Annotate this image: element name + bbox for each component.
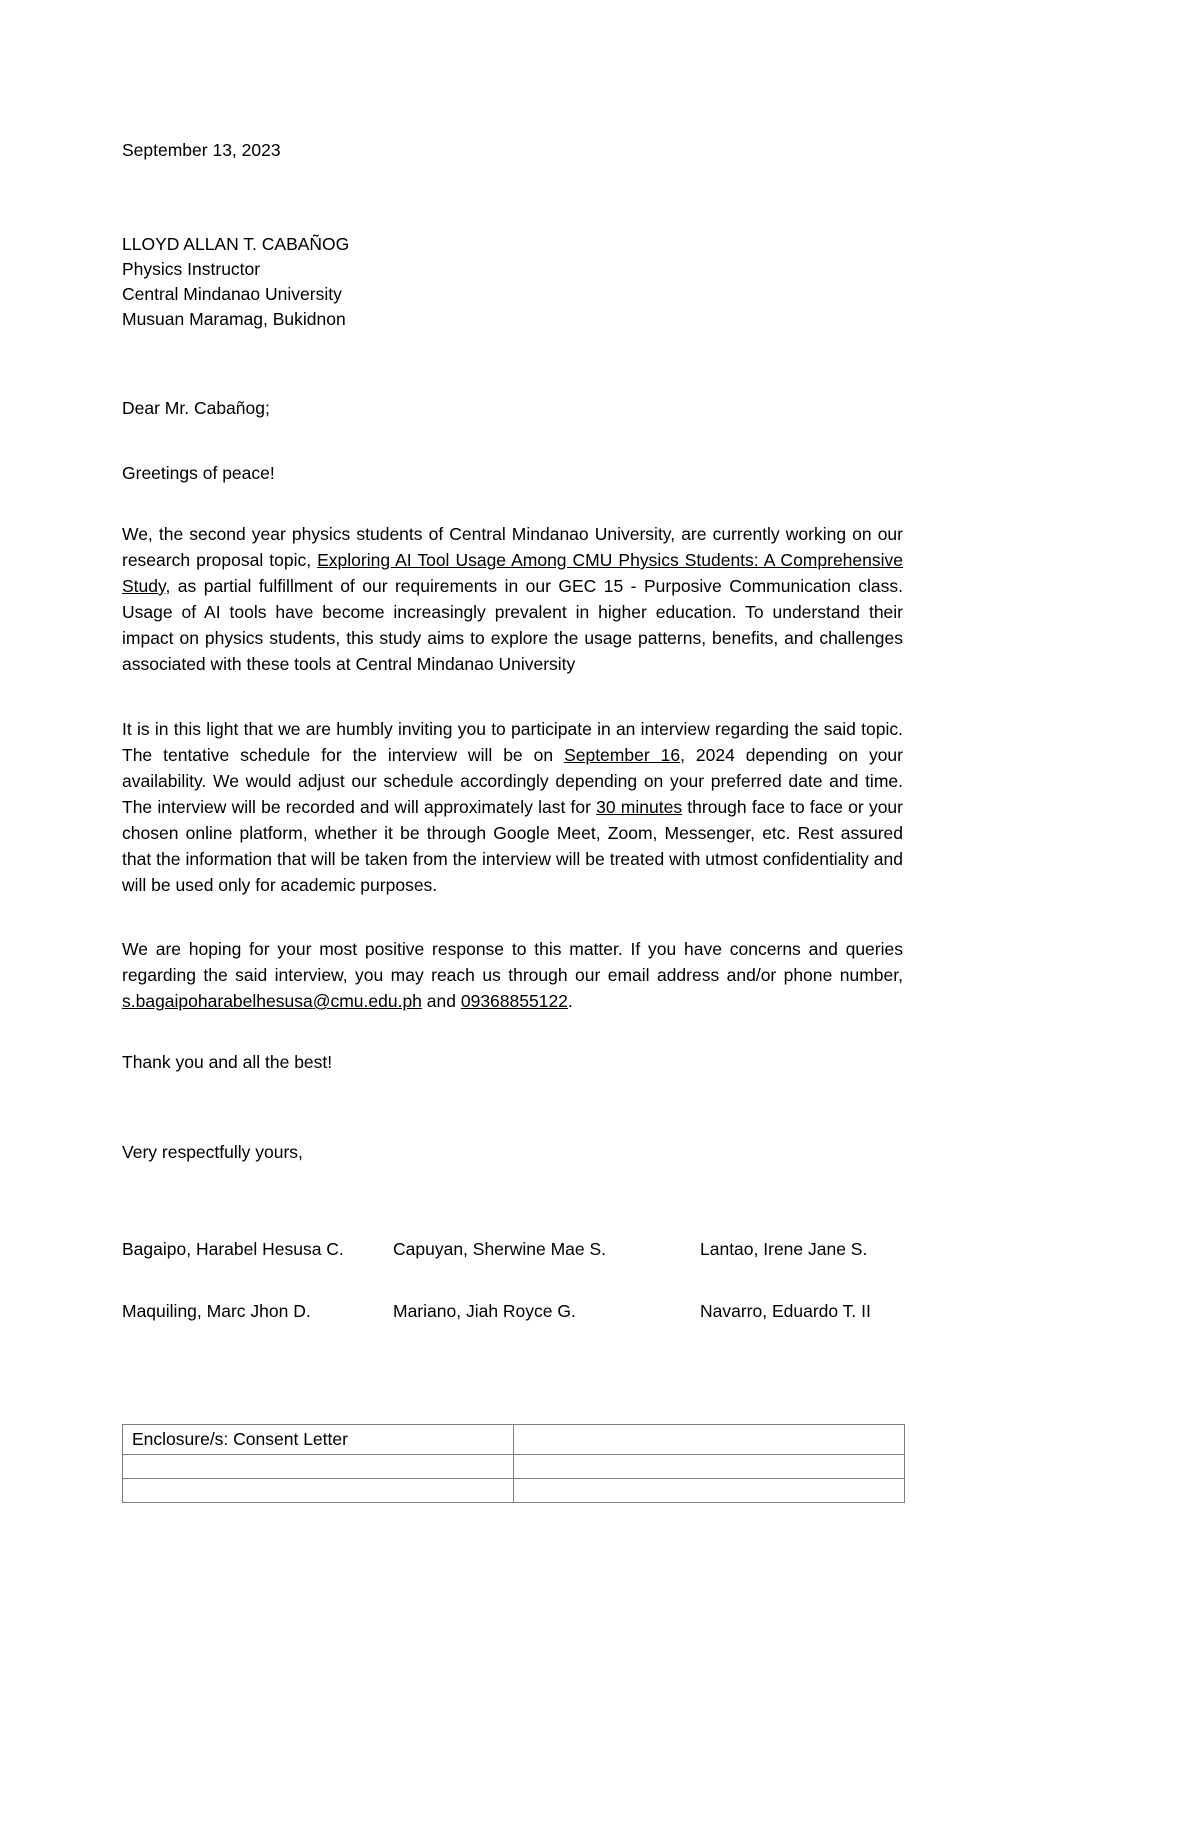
signatory-name: Maquiling, Marc Jhon D. <box>122 1301 311 1321</box>
signatories-row-2 <box>122 1300 912 1324</box>
greeting-line: Greetings of peace! <box>122 463 275 483</box>
paragraph-3-wrap <box>122 936 903 1014</box>
interview-duration-underlined: 30 minutes <box>596 797 683 817</box>
enclosure-row-2 <box>123 1455 905 1479</box>
paragraph-2-text-1: It is in this light that we are humbly inviting you to participate in an interview regarding the said topic. The tentative schedule for the interview will be on <box>122 719 903 765</box>
recipient-address: Musuan Maramag, Bukidnon <box>122 309 346 329</box>
paragraph-2-wrap <box>122 716 903 898</box>
research-title-underlined: Exploring AI Tool Usage Among CMU Physics Students: A Comprehensive Study <box>122 550 903 596</box>
enclosure-label-cell: Enclosure/s: Consent Letter <box>123 1425 514 1455</box>
signatory-name: Navarro, Eduardo T. II <box>700 1301 871 1321</box>
signatory-name: Lantao, Irene Jane S. <box>700 1239 868 1259</box>
enclosure-empty-cell <box>123 1479 514 1503</box>
enclosure-row-3 <box>123 1479 905 1503</box>
enclosure-empty-cell <box>123 1455 514 1479</box>
paragraph-3-text-3: . <box>567 991 573 1011</box>
enclosure-table <box>122 1424 905 1503</box>
interview-date-underlined: September 16 <box>564 745 681 765</box>
paragraph-1-text-before: We, the second year physics students of Central Mindanao University, are currently working on our research proposal topic, <box>122 524 903 570</box>
signatories-row-1 <box>122 1238 912 1262</box>
paragraph-3-text-2: and <box>421 991 461 1011</box>
signatory-name: Bagaipo, Harabel Hesusa C. <box>122 1239 344 1259</box>
paragraph-2-text-2: , 2024 depending on your availability. We would adjust our schedule accordingly depending on your preferred date and time. The interview will be recorded and will approximately last for <box>122 745 903 817</box>
letter-date: September 13, 2023 <box>122 140 281 160</box>
paragraph-1-text-after: , as partial fulfillment of our requirements in our GEC 15 - Purposive Communication class. Usage of AI tools have become increasingly prevalent in higher education. To understand their impact on physics students, this study aims to explore the usage patterns, benefits, and challenges associated with these tools at Central Mindanao University <box>122 576 903 674</box>
enclosure-empty-cell <box>514 1425 905 1455</box>
enclosure-empty-cell <box>514 1455 905 1479</box>
closing-line: Very respectfully yours, <box>122 1142 303 1162</box>
recipient-title: Physics Instructor <box>122 259 261 279</box>
paragraph-1 <box>122 521 903 677</box>
signatory-name: Mariano, Jiah Royce G. <box>393 1301 576 1321</box>
thank-you-line: Thank you and all the best! <box>122 1052 333 1072</box>
recipient-block <box>122 232 903 332</box>
paragraph-2-text-3: through face to face or your chosen online platform, whether it be through Google Meet, Zoom, Messenger, etc. Rest assured that the information that will be taken from the interview will be treated with utmost confidentiality and will be used only for academic purposes. <box>122 797 903 895</box>
paragraph-3 <box>122 936 903 1014</box>
paragraph-1-wrap <box>122 521 903 677</box>
recipient-organization: Central Mindanao University <box>122 284 342 304</box>
contact-email-underlined: s.bagaipoharabelhesusa@cmu.edu.ph <box>122 991 422 1011</box>
salutation: Dear Mr. Cabañog; <box>122 398 270 418</box>
enclosure-empty-cell <box>514 1479 905 1503</box>
paragraph-3-text-1: We are hoping for your most positive response to this matter. If you have concerns and queries regarding the said interview, you may reach us through our email address and/or phone number, <box>122 939 903 985</box>
contact-phone-underlined: 09368855122 <box>460 991 568 1011</box>
enclosure-row-1 <box>123 1425 905 1455</box>
paragraph-2 <box>122 716 903 898</box>
signatory-name: Capuyan, Sherwine Mae S. <box>393 1239 607 1259</box>
recipient-name: LLOYD ALLAN T. CABAÑOG <box>122 234 350 254</box>
